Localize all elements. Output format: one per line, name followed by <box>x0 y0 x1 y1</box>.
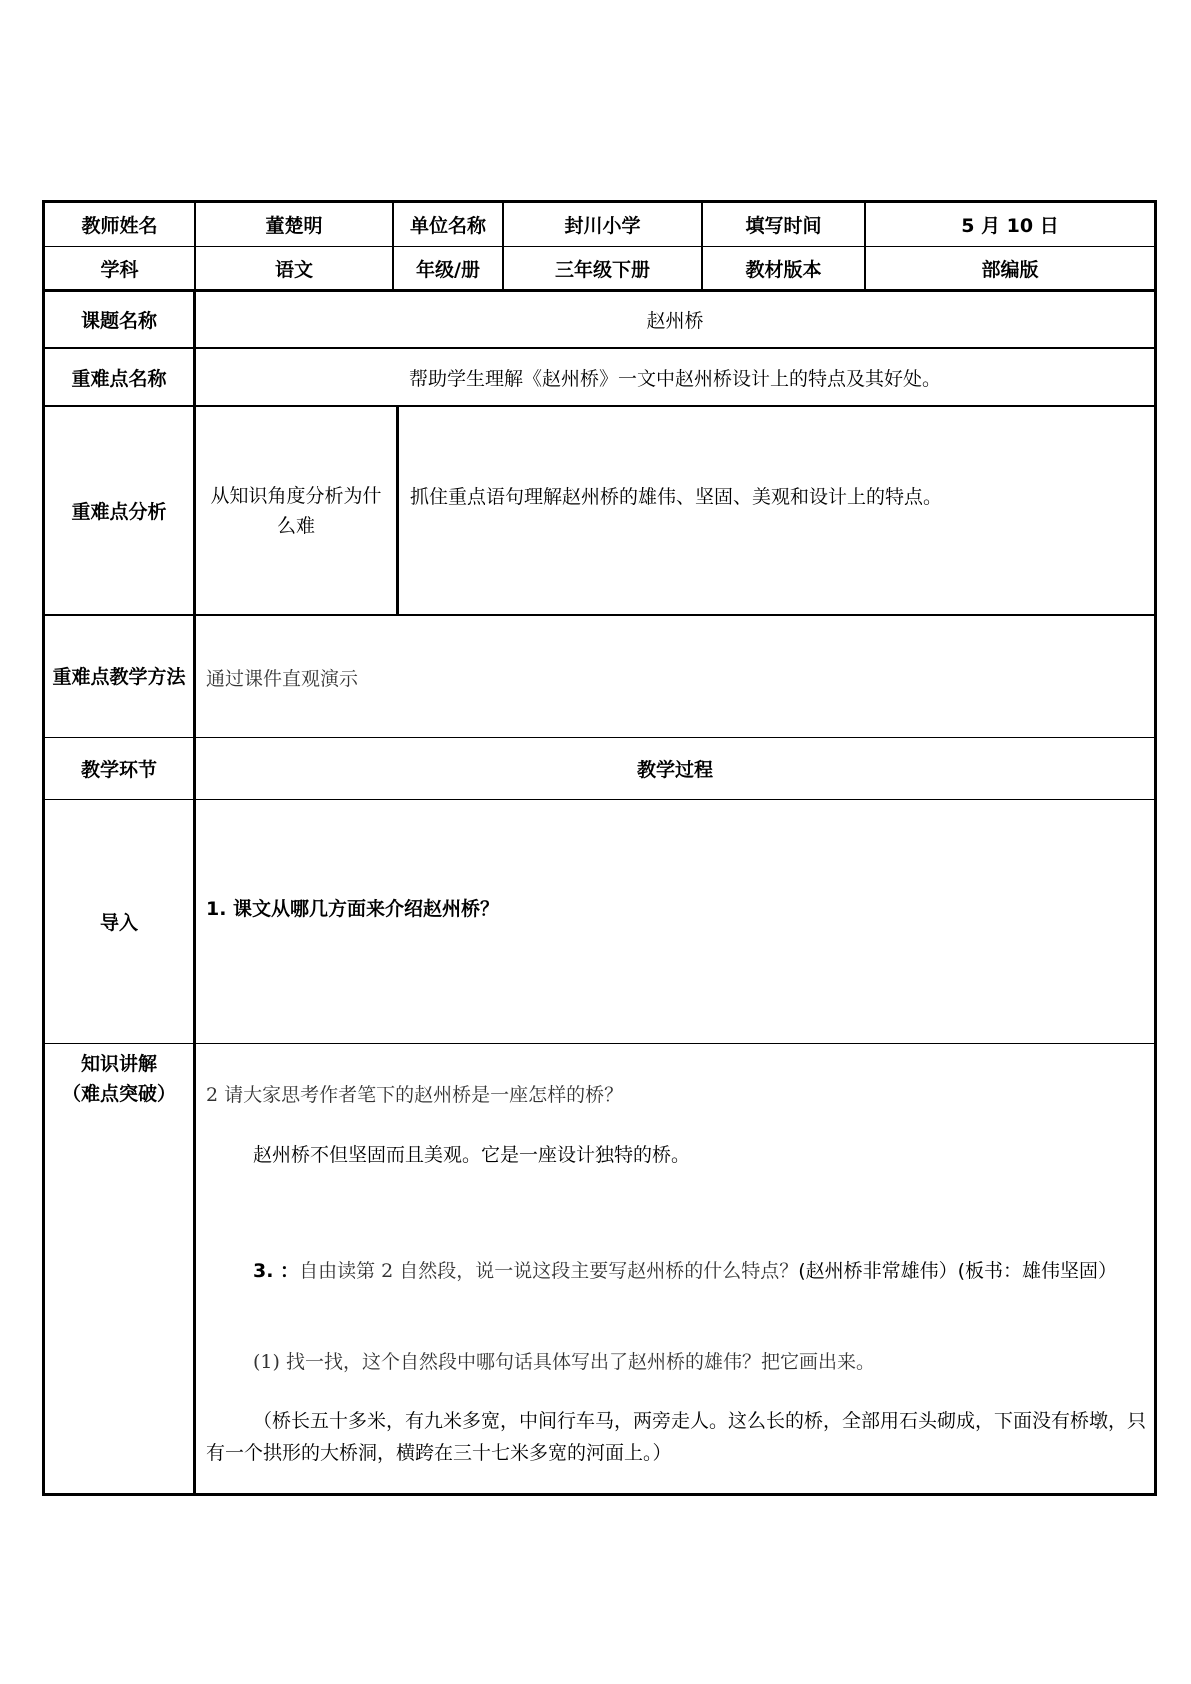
method-label <box>50 616 188 737</box>
col-line <box>396 407 399 615</box>
knowledge-label-line2: （难点突破） <box>61 1083 176 1105</box>
knowledge-label <box>45 1046 193 1112</box>
knowledge-question-2: 2 请大家思考作者笔下的赵州桥是一座怎样的桥？ <box>206 1083 624 1106</box>
q3-text: 自由读第 2 自然段，说一说这段主要写赵州桥的什么特点？ <box>299 1260 799 1282</box>
knowledge-label-line1: 知识讲解 <box>80 1053 157 1075</box>
grade-value: 三年级下册 <box>554 258 650 281</box>
analysis-label: 重难点分析 <box>71 501 167 523</box>
row-line <box>42 1043 1157 1044</box>
intro-question: 1. 课文从哪几方面来介绍赵州桥？ <box>206 897 500 920</box>
method-label-text: 重难点教学方法 <box>52 665 186 688</box>
method-value: 通过课件直观演示 <box>206 667 359 690</box>
topic-value: 赵州桥 <box>646 310 704 332</box>
teacher-name-label: 教师姓名 <box>81 215 158 237</box>
edition-value: 部编版 <box>981 258 1039 281</box>
knowledge-sub-question: (1) 找一找，这个自然段中哪句话具体写出了赵州桥的雄伟？把它画出来。 <box>253 1351 875 1373</box>
q3-number: 3. ： <box>253 1260 300 1282</box>
subject-label: 学科 <box>100 258 139 281</box>
date-label: 填写时间 <box>745 215 822 237</box>
school-value: 封川小学 <box>564 215 641 237</box>
col-line <box>193 292 196 1496</box>
process-title: 教学过程 <box>636 759 713 781</box>
knowledge-answer-2: 赵州桥不但坚固而且美观。它是一座设计独特的桥。 <box>253 1143 691 1166</box>
analysis-value: 抓住重点语句理解赵州桥的雄伟、坚固、美观和设计上的特点。 <box>410 485 943 508</box>
knowledge-sub-answer: （桥长五十多米，有九米多宽，中间行车马，两旁走人。这么长的桥，全部用石头砌成，下面没有桥墩，只有一个拱形的大桥洞，横跨在三十七米多宽的河面上。） <box>206 1410 1147 1464</box>
q3-answer: (赵州桥非常雄伟）(板书：雄伟坚固） <box>798 1260 1118 1282</box>
table-border-right <box>1154 200 1157 1496</box>
key-point-label: 重难点名称 <box>71 367 167 390</box>
intro-label: 导入 <box>99 912 138 934</box>
knowledge-question-3 <box>206 1255 1146 1287</box>
process-step-label: 教学环节 <box>80 759 157 781</box>
grade-label: 年级/册 <box>416 258 480 281</box>
key-point-value: 帮助学生理解《赵州桥》一文中赵州桥设计上的特点及其好处。 <box>408 367 941 390</box>
table-border-bottom <box>42 1493 1157 1496</box>
date-value: 5 月 10 日 <box>961 215 1059 237</box>
teacher-name-value: 董楚明 <box>265 215 323 237</box>
topic-label: 课题名称 <box>80 310 157 332</box>
row-line <box>42 799 1157 800</box>
row-line <box>42 614 1157 616</box>
subject-value: 语文 <box>274 258 313 281</box>
analysis-sub-label-text: 从知识角度分析为什么难 <box>210 484 382 537</box>
edition-label: 教材版本 <box>745 258 822 281</box>
analysis-sub-label <box>204 407 388 614</box>
school-label: 单位名称 <box>409 215 486 237</box>
